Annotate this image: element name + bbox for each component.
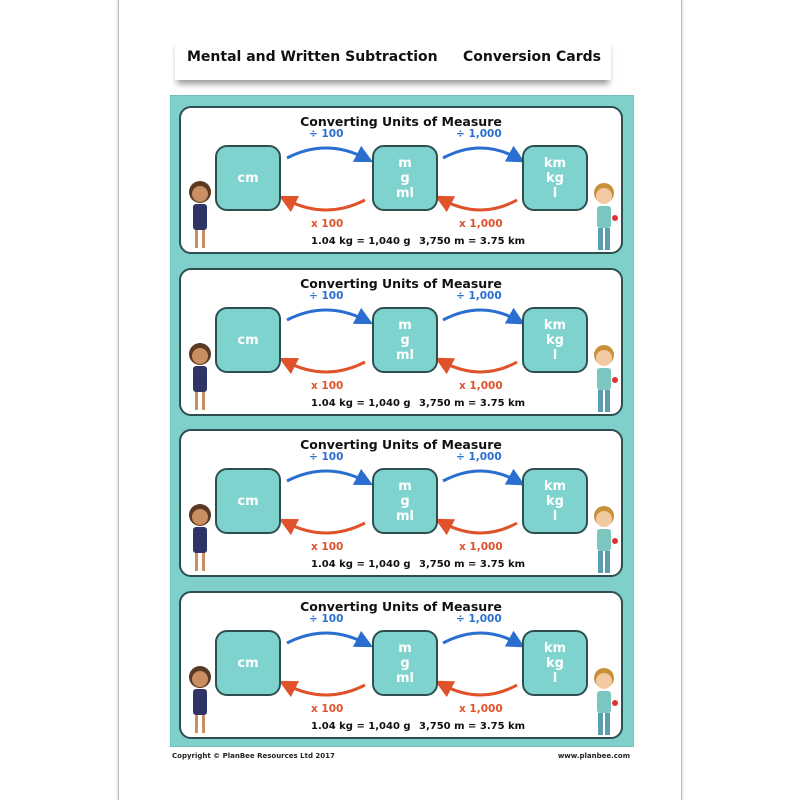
example-equation: 3,750 m = 3.75 km (419, 398, 526, 409)
unit-label: kg (546, 332, 564, 348)
unit-label: kg (546, 170, 564, 186)
unit-label: cm (237, 332, 259, 348)
unit-box-small (215, 307, 281, 373)
multiply-label: x 100 (311, 703, 344, 715)
multiply-label: x 1,000 (459, 380, 503, 392)
unit-label: m (398, 478, 412, 494)
example-equation: 1.04 kg = 1,040 g (311, 721, 411, 732)
divide-label: ÷ 100 (309, 128, 344, 140)
conversion-card (179, 106, 623, 254)
divide-label: ÷ 1,000 (456, 128, 502, 140)
unit-label: ml (395, 508, 414, 524)
card-title: Converting Units of Measure (300, 599, 502, 614)
example-equation: 3,750 m = 3.75 km (419, 559, 526, 570)
divide-label: ÷ 100 (309, 290, 344, 302)
unit-label: ml (395, 670, 414, 686)
unit-label: l (552, 508, 558, 524)
boy-illustration (589, 178, 619, 254)
multiply-label: x 100 (311, 380, 344, 392)
unit-box-base (372, 468, 438, 534)
conversion-card (179, 591, 623, 739)
girl-illustration (185, 338, 215, 414)
unit-label: km (543, 317, 567, 333)
girl-illustration (185, 176, 215, 252)
unit-box-large (522, 630, 588, 696)
unit-box-large (522, 307, 588, 373)
multiply-label: x 100 (311, 541, 344, 553)
unit-label: km (543, 640, 567, 656)
boy-illustration (589, 663, 619, 739)
unit-box-large (522, 468, 588, 534)
unit-label: m (398, 640, 412, 656)
example-equation: 1.04 kg = 1,040 g (311, 559, 411, 570)
card-title: Converting Units of Measure (300, 437, 502, 452)
unit-label: kg (546, 655, 564, 671)
copyright-text: Copyright © PlanBee Resources Ltd 2017 (172, 752, 335, 760)
unit-label: ml (395, 185, 414, 201)
example-equation: 3,750 m = 3.75 km (419, 721, 526, 732)
unit-label: m (398, 155, 412, 171)
unit-label: cm (237, 655, 259, 671)
unit-box-small (215, 630, 281, 696)
unit-label: l (552, 347, 558, 363)
divide-label: ÷ 100 (309, 613, 344, 625)
unit-label: g (400, 170, 410, 186)
multiply-label: x 1,000 (459, 703, 503, 715)
unit-box-base (372, 630, 438, 696)
unit-label: kg (546, 493, 564, 509)
website-link[interactable]: www.planbee.com (557, 752, 630, 760)
multiply-label: x 1,000 (459, 218, 503, 230)
multiply-label: x 100 (311, 218, 344, 230)
worksheet-title: Mental and Written Subtraction (187, 49, 438, 65)
card-title: Converting Units of Measure (300, 114, 502, 129)
card-title: Converting Units of Measure (300, 276, 502, 291)
conversion-card (179, 429, 623, 577)
girl-illustration (185, 661, 215, 737)
unit-label: g (400, 493, 410, 509)
unit-label: g (400, 655, 410, 671)
cards-panel (170, 95, 634, 747)
unit-label: g (400, 332, 410, 348)
unit-box-base (372, 145, 438, 211)
unit-label: cm (237, 493, 259, 509)
unit-label: ml (395, 347, 414, 363)
unit-label: km (543, 478, 567, 494)
unit-box-large (522, 145, 588, 211)
divide-label: ÷ 1,000 (456, 451, 502, 463)
worksheet-header (175, 38, 611, 80)
unit-box-small (215, 145, 281, 211)
unit-label: km (543, 155, 567, 171)
divide-label: ÷ 100 (309, 451, 344, 463)
example-equation: 3,750 m = 3.75 km (419, 236, 526, 247)
worksheet-subtitle: Conversion Cards (463, 49, 601, 65)
multiply-label: x 1,000 (459, 541, 503, 553)
unit-label: l (552, 185, 558, 201)
conversion-card (179, 268, 623, 416)
boy-illustration (589, 501, 619, 577)
unit-box-base (372, 307, 438, 373)
boy-illustration (589, 340, 619, 416)
unit-box-small (215, 468, 281, 534)
divide-label: ÷ 1,000 (456, 290, 502, 302)
divide-label: ÷ 1,000 (456, 613, 502, 625)
unit-label: l (552, 670, 558, 686)
girl-illustration (185, 499, 215, 575)
unit-label: cm (237, 170, 259, 186)
unit-label: m (398, 317, 412, 333)
example-equation: 1.04 kg = 1,040 g (311, 236, 411, 247)
example-equation: 1.04 kg = 1,040 g (311, 398, 411, 409)
